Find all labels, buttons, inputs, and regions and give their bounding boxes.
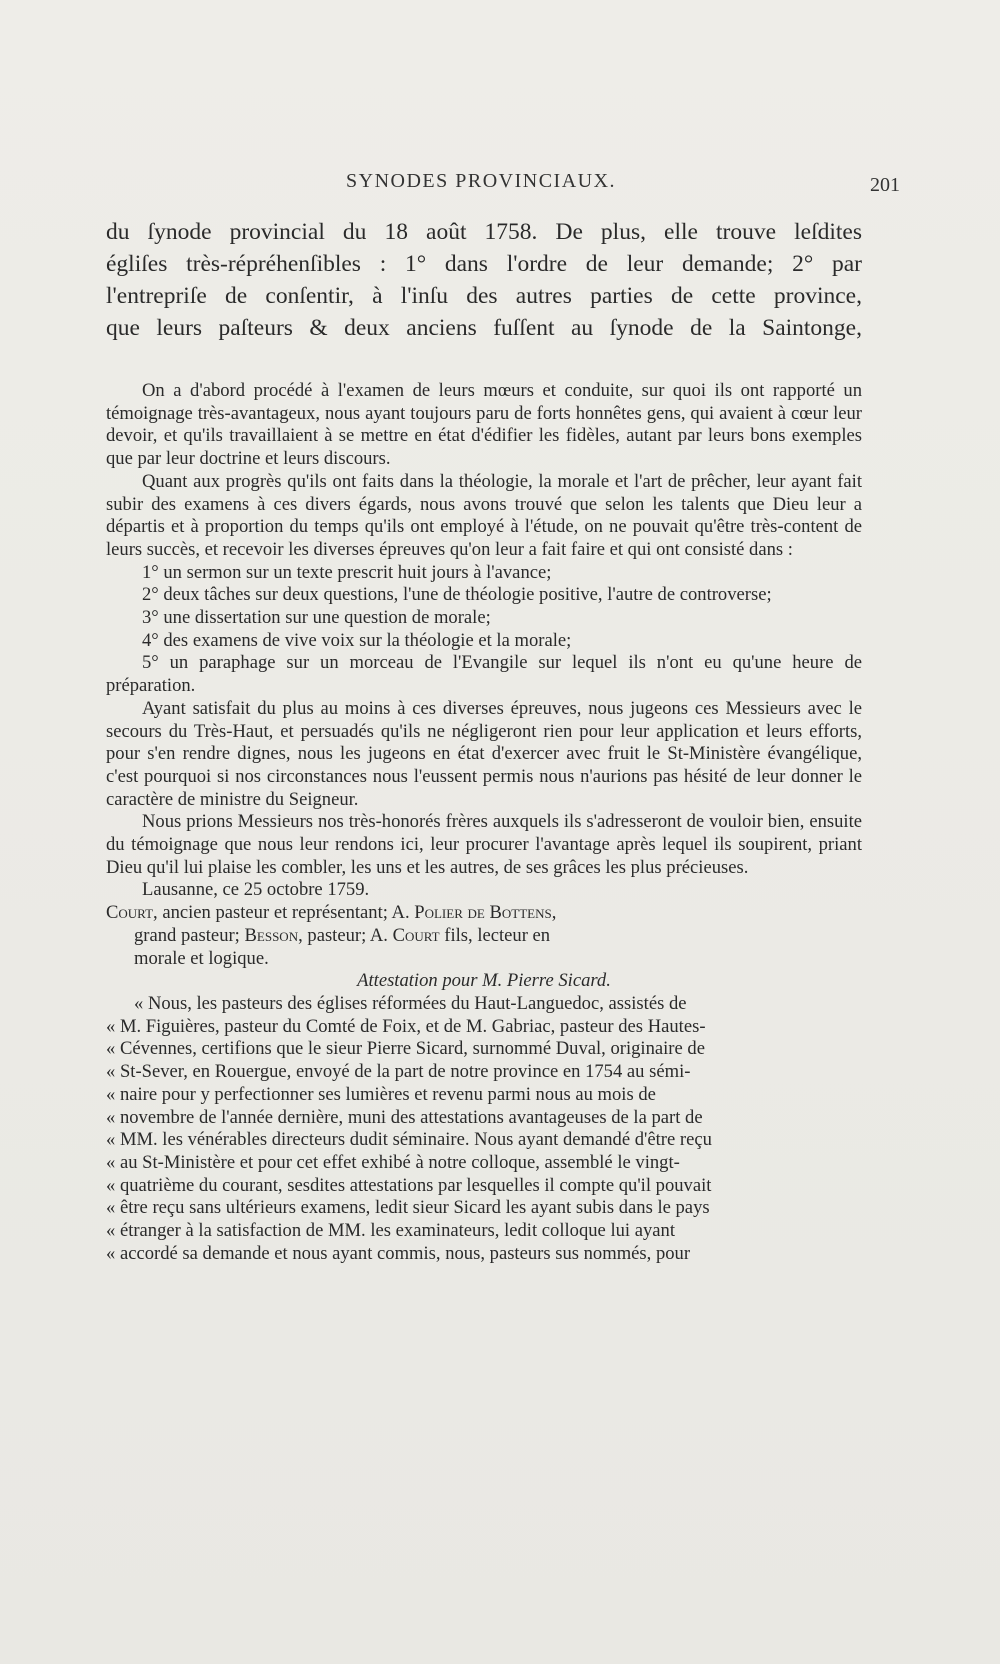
list-item: 4° des examens de vive voix sur la théologie et la morale; xyxy=(142,629,572,651)
text-line: du ſynode provincial du 18 août 1758. De plus, elle trouve leſdites xyxy=(106,219,862,245)
paragraph: Nous prions Messieurs nos très-honorés frères auxquels ils s'adresseront de vouloir bien, ensuite du témoignage que nous leur rendons ici, leur procurer l'avantage après lequel ils soupirent, priant Dieu qu'il lui plaise les combler, les uns et les autres, de ses grâces les plus précieuses. xyxy=(106,811,862,878)
quote-line: « St-Sever, en Rouergue, envoyé de la part de notre province en 1754 au sémi- xyxy=(106,1061,691,1083)
page-number: 201 xyxy=(870,174,900,196)
signature-text: grand pasteur; xyxy=(134,924,245,946)
list-item: 2° deux tâches sur deux questions, l'une de théologie positive, l'autre de controverse; xyxy=(142,584,772,606)
page-header xyxy=(106,170,900,200)
text-line: l'entrepriſe de conſentir, à l'inſu des autres parties de cette province, xyxy=(106,283,862,309)
paragraph: Ayant satisfait du plus au moins à ces diverses épreuves, nous jugeons ces Messieurs avec le secours du Très-Haut, et persuadés qu'ils ne négligeront rien pour leur application et leurs efforts, pour s'en rendre dignes, nous les jugeons en état d'exercer avec fruit le St-Ministère évangélique, c'est pourquoi si nos circonstances nous l'eussent permis nous n'aurions pas hésité de leur donner le caractère de ministre du Seigneur. xyxy=(106,697,862,810)
date-line: Lausanne, ce 25 octobre 1759. xyxy=(142,879,370,901)
list-item: 5° un paraphage sur un morceau de l'Evangile sur lequel ils n'ont eu qu'une heure de préparation. xyxy=(106,652,862,697)
signature-text: , pasteur; A. xyxy=(298,924,393,946)
signature-text: , ancien pasteur et représentant; A. xyxy=(153,902,415,924)
running-title: SYNODES PROVINCIAUX. xyxy=(346,170,617,192)
paragraph: On a d'abord procédé à l'examen de leurs mœurs et conduite, sur quoi ils ont rapporté un témoignage très-avantageux, nous ayant toujours paru de forts honnêtes gens, qui avaient à cœur leur devoir, et qu'ils travaillaient à se mettre en état d'édifier les fidèles, autant par leurs bons exemples que par leur doctrine et leurs discours. xyxy=(106,380,862,470)
signature-text: morale et logique. xyxy=(134,947,269,969)
quote-line: « MM. les vénérables directeurs dudit séminaire. Nous ayant demandé d'être reçu xyxy=(106,1129,712,1151)
list-item: 3° une dissertation sur une question de morale; xyxy=(142,607,491,629)
signature-text: , xyxy=(551,902,557,924)
signatory-name: Polier de Bottens xyxy=(414,902,552,924)
quote-line: « naire pour y perfectionner ses lumières et revenu parmi nous au mois de xyxy=(106,1083,656,1105)
list-item: 1° un sermon sur un texte prescrit huit jours à l'avance; xyxy=(142,561,552,583)
attestation-title: Attestation pour M. Pierre Sicard. xyxy=(357,970,611,992)
quote-line: « Nous, les pasteurs des églises réformées du Haut-Languedoc, assistés de xyxy=(134,992,687,1014)
signatory-name: Court xyxy=(106,902,154,924)
signatory-name: Court xyxy=(392,924,440,946)
quote-line: « accordé sa demande et nous ayant commis, nous, pasteurs sus nommés, pour xyxy=(106,1242,691,1264)
quote-line: « au St-Ministère et pour cet effet exhibé à notre colloque, assemblé le vingt- xyxy=(106,1151,680,1173)
quote-line: « novembre de l'année dernière, muni des attestations avantageuses de la part de xyxy=(106,1106,703,1128)
quote-line: « M. Figuières, pasteur du Comté de Foix, et de M. Gabriac, pasteur des Hautes- xyxy=(106,1015,706,1037)
signature-text: fils, lecteur en xyxy=(439,924,551,946)
signatory-name: Besson xyxy=(244,924,299,946)
quote-line: « étranger à la satisfaction de MM. les examinateurs, ledit colloque lui ayant xyxy=(106,1220,675,1242)
report-body xyxy=(106,380,862,1265)
quote-line: « Cévennes, certifions que le sieur Pierre Sicard, surnommé Duval, originaire de xyxy=(106,1038,705,1060)
text-line: que leurs paſteurs & deux anciens fuſſent au ſynode de la Saintonge, xyxy=(106,315,862,341)
quote-line: « être reçu sans ultérieurs examens, ledit sieur Sicard les ayant subis dans le pays xyxy=(106,1197,710,1219)
attestation-quote xyxy=(106,993,862,1265)
signatures xyxy=(106,902,862,970)
intro-paragraph xyxy=(106,216,862,344)
paragraph: Quant aux progrès qu'ils ont faits dans la théologie, la morale et l'art de prêcher, leur ayant fait subir des examens à ces divers égards, nous avons trouvé que selon les talents que Dieu leur a départis et à proportion du temps qu'ils ont employé à l'étude, on ne pouvait qu'être très-content de leurs succès, et recevoir les diverses épreuves qu'on leur a fait faire et qui ont consisté dans : xyxy=(106,470,862,560)
quote-line: « quatrième du courant, sesdites attestations par lesquelles il compte qu'il pouvait xyxy=(106,1174,712,1196)
text-line: égliſes très-répréhenſibles : 1° dans l'ordre de leur demande; 2° par xyxy=(106,251,862,277)
